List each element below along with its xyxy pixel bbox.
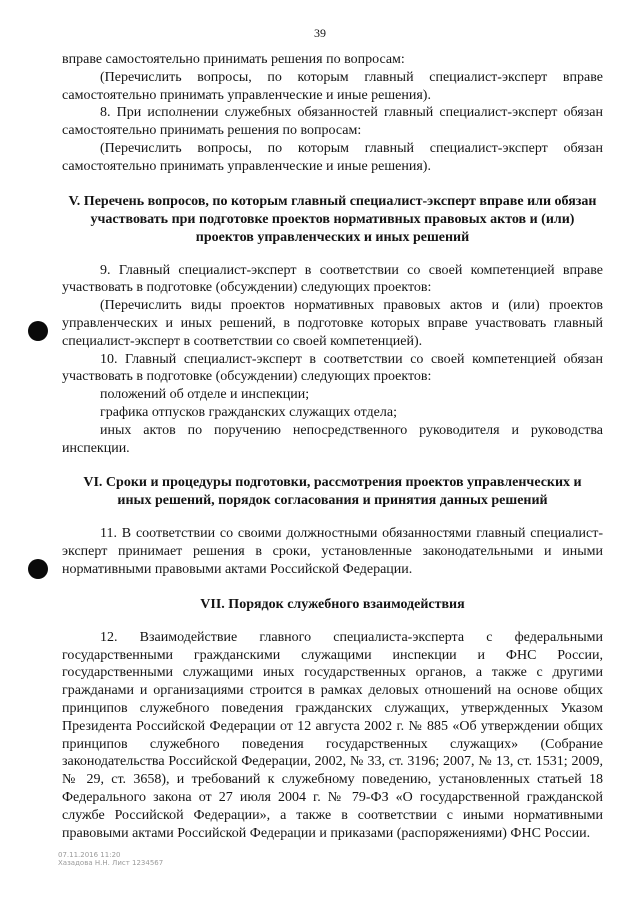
paragraph: 9. Главный специалист-эксперт в соответствии со своей компетенцией вправе участвовать в подготовке (обсуждении) следующих проектов: — [62, 262, 603, 296]
stamp-line: 07.11.2016 11:20 — [58, 851, 121, 859]
punch-hole — [28, 321, 48, 341]
page-number: 39 — [314, 26, 326, 40]
paragraph: вправе самостоятельно принимать решения по вопросам: — [62, 52, 405, 67]
paragraph: 12. Взаимодействие главного специалиста-эксперта с федеральными государственными гражданскими служащими инспекции и ФНС России, государственными служащими иных государственных органов, а также с другими гражданами и организациями строится в рамках деловых отношений на основе общих принципов служебного поведения гражданских служащих, утвержденных Указом Президента Российской Федерации от 12 августа 2002 г. № 885 «Об утверждении общих принципов служебного поведения государственных служащих» (Собрание законодательства Российской Федерации, 2002, № 33, ст. 3196; 2007, № 13, ст. 1531; 2009, № 29, ст. 3658), и требований к служебному поведению, установленных статьей 18 Федерального закона от 27 июля 2004 г. № 79-ФЗ «О государственной гражданской службе Российской Федерации», а также в соответствии с иными нормативными правовыми актами Российской Федерации и приказами (распоряжениями) ФНС России. — [62, 629, 603, 841]
punch-hole — [28, 559, 48, 579]
paragraph: (Перечислить вопросы, по которым главный специалист-эксперт вправе самостоятельно принимать управленческие и иные решения). — [62, 69, 603, 103]
section-heading-v: V. Перечень вопросов, по которым главный специалист-эксперт вправе или обязан участвовать при подготовке проектов нормативных правовых актов и (или) проектов управленческих и иных решений — [68, 193, 597, 245]
paragraph: графика отпусков гражданских служащих отдела; — [100, 404, 397, 420]
paragraph: 8. При исполнении служебных обязанностей главный специалист-эксперт обязан самостоятельно принимать решения по вопросам: — [62, 105, 603, 139]
paragraph: 11. В соответствии со своими должностными обязанностями главный специалист-эксперт принимает решения в сроки, установленные законодательными и иными нормативными правовыми актами Российской Федерации. — [62, 526, 603, 577]
stamp-line: Хазадова Н.Н. Лист 1234567 — [58, 859, 164, 867]
section-heading-vi: VI. Сроки и процедуры подготовки, рассмотрения проектов управленческих и иных решений, порядок согласования и принятия данных решений — [83, 475, 582, 509]
paragraph: иных актов по поручению непосредственного руководителя и руководства инспекции. — [62, 422, 603, 456]
paragraph: (Перечислить виды проектов нормативных правовых актов и (или) проектов управленческих и иных решений, в подготовке которых вправе участвовать главный специалист-эксперт в соответствии со своей компетенцией). — [62, 298, 603, 349]
paragraph: положений об отделе и инспекции; — [100, 387, 310, 403]
paragraph: (Перечислить вопросы, по которым главный специалист-эксперт обязан самостоятельно принимать управленческие и иные решения). — [62, 140, 603, 174]
document-body — [62, 51, 603, 842]
section-heading-vii: VII. Порядок служебного взаимодействия — [200, 596, 465, 612]
paragraph: 10. Главный специалист-эксперт в соответствии со своей компетенцией обязан участвовать в подготовке (обсуждении) следующих проектов: — [62, 351, 603, 385]
print-stamp — [58, 851, 163, 867]
